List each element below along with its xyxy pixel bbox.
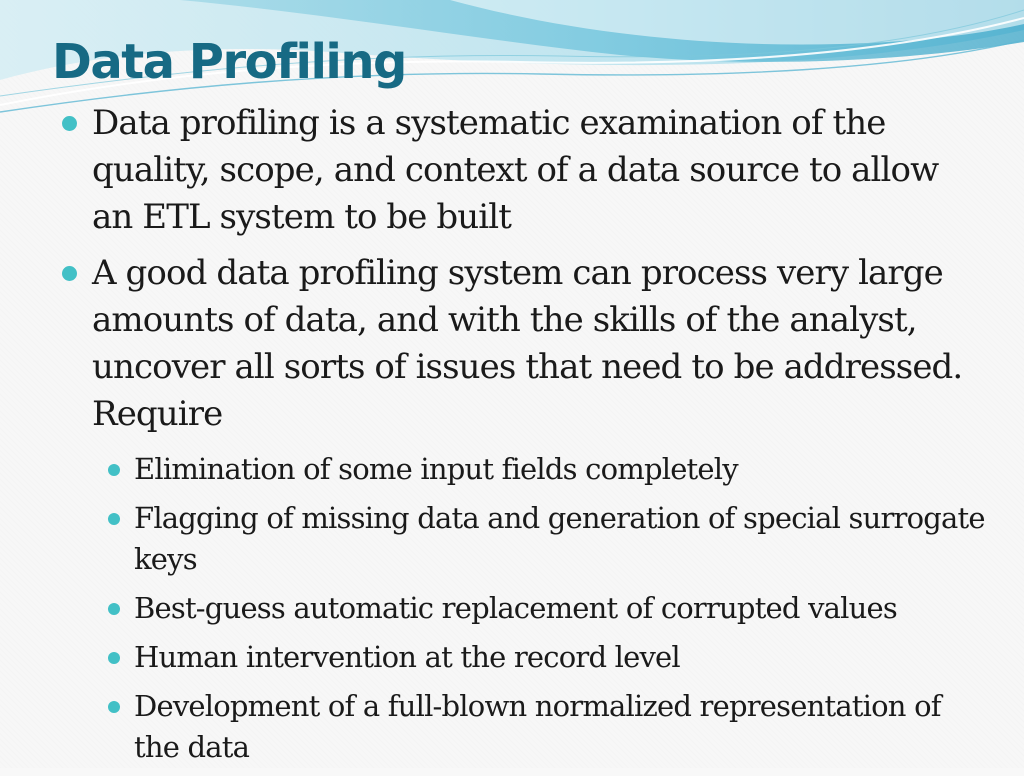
slide-content	[60, 100, 980, 447]
bullet-text: A good data profiling system can process very large amounts of data, and with the skills of the analyst, uncover all sorts of issues that need to be addressed. Require	[92, 253, 963, 434]
sub-bullet-text: Best-guess automatic replacement of corrupted values	[134, 591, 897, 625]
sub-bullet-dot-icon	[108, 464, 120, 476]
bullet-text: Data profiling is a systematic examination of the quality, scope, and context of a data source to allow an ETL system to be built	[92, 103, 939, 237]
sub-bullet-dot-icon	[108, 652, 120, 664]
bullet-item	[60, 250, 980, 438]
sub-bullet-item	[60, 637, 990, 678]
sub-bullet-list	[60, 449, 990, 776]
bullet-dot-icon	[62, 116, 77, 131]
sub-bullet-text: Elimination of some input fields completely	[134, 452, 738, 486]
sub-bullet-text: Development of a full-blown normalized representation of the data	[134, 689, 941, 764]
sub-bullet-dot-icon	[108, 513, 120, 525]
sub-bullet-item	[60, 588, 990, 629]
sub-bullet-item	[60, 686, 990, 768]
slide-title: Data Profiling	[52, 34, 406, 90]
bullet-item	[60, 100, 980, 241]
sub-bullet-text: Human intervention at the record level	[134, 640, 680, 674]
sub-bullet-item	[60, 498, 990, 580]
sub-bullet-text: Flagging of missing data and generation of special surrogate keys	[134, 501, 985, 576]
sub-bullet-dot-icon	[108, 701, 120, 713]
bullet-dot-icon	[62, 266, 77, 281]
sub-bullet-dot-icon	[108, 603, 120, 615]
sub-bullet-item	[60, 449, 990, 490]
